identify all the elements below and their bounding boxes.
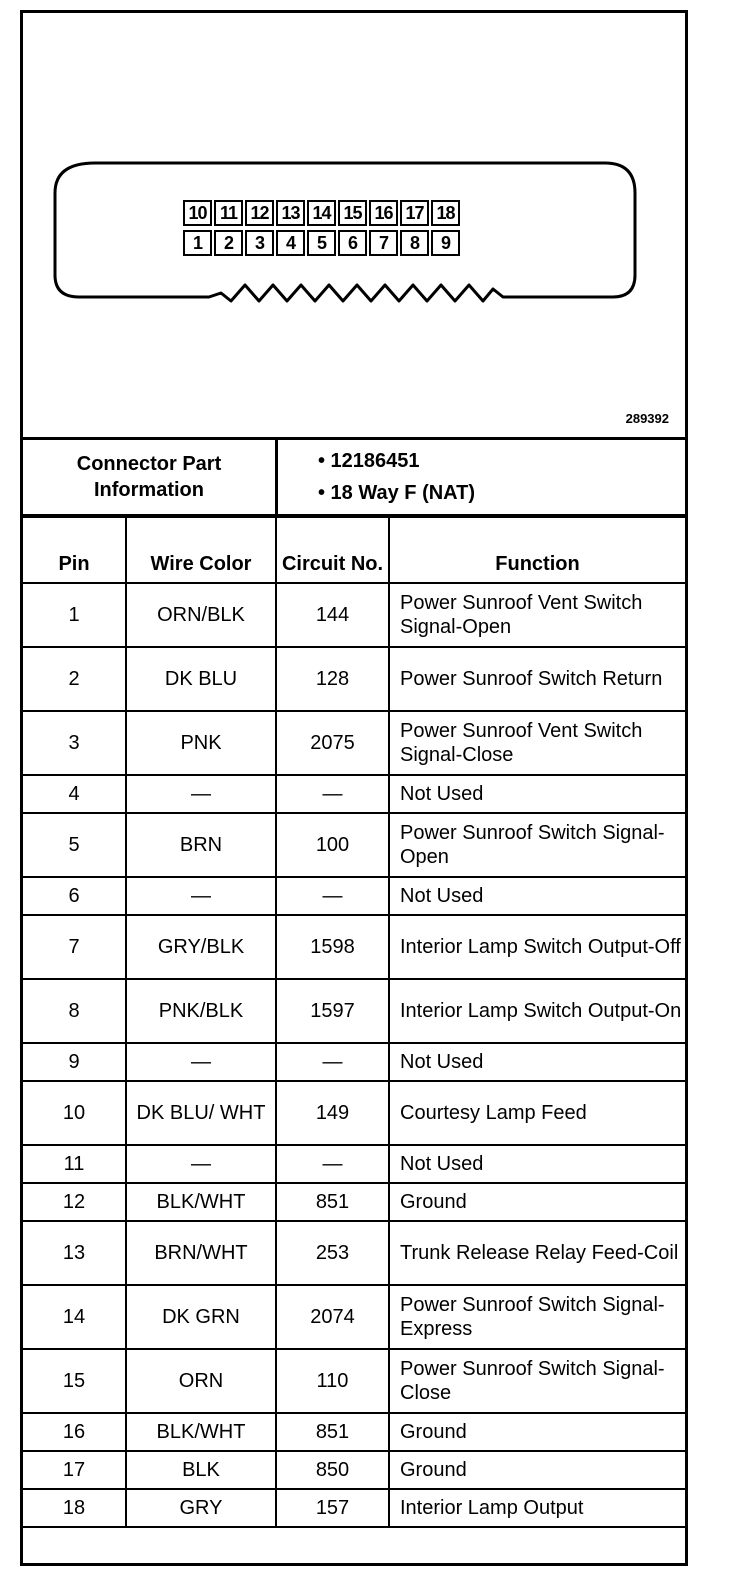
pin-cell: 3 [23,711,126,775]
connector-pin: 7 [369,230,398,256]
table-row [23,1451,685,1489]
function-cell: Power Sunroof Switch Signal-Close [389,1349,685,1413]
circuit-no-cell: 128 [276,647,389,711]
wire-color-cell: BRN/WHT [126,1221,276,1285]
table-row [23,1221,685,1285]
circuit-no-cell: — [276,1043,389,1081]
pin-cell: 11 [23,1145,126,1183]
circuit-no-cell: 253 [276,1221,389,1285]
pin-cell: 2 [23,647,126,711]
function-cell: Ground [389,1451,685,1489]
circuit-no-cell: 2075 [276,711,389,775]
pin-cell: 17 [23,1451,126,1489]
function-cell: Not Used [389,877,685,915]
table-row [23,979,685,1043]
table-row [23,877,685,915]
function-cell: Interior Lamp Switch Output-Off [389,915,685,979]
pin-cell: 6 [23,877,126,915]
function-cell: Interior Lamp Switch Output-On [389,979,685,1043]
table-row [23,1183,685,1221]
wire-color-cell: PNK [126,711,276,775]
connector-pin: 5 [307,230,336,256]
wire-color-cell: ORN [126,1349,276,1413]
header-function: Function [389,517,685,583]
connector-type: • 18 Way F (NAT) [318,482,476,504]
connector-pin: 18 [431,200,460,226]
pin-row-top [183,200,462,226]
table-row [23,711,685,775]
circuit-no-cell: 100 [276,813,389,877]
connector-pin: 6 [338,230,367,256]
circuit-no-cell: 851 [276,1183,389,1221]
pin-cell: 16 [23,1413,126,1451]
function-cell: Not Used [389,1043,685,1081]
part-info-label: Connector Part Information [23,440,278,514]
pin-layout [183,200,462,256]
circuit-no-cell: 1598 [276,915,389,979]
circuit-no-cell: 149 [276,1081,389,1145]
table-row [23,1413,685,1451]
circuit-no-cell: 157 [276,1489,389,1527]
table-row [23,583,685,647]
wire-color-cell: GRY/BLK [126,915,276,979]
pin-cell: 9 [23,1043,126,1081]
pin-cell: 5 [23,813,126,877]
connector-diagram [23,13,685,437]
table-row [23,775,685,813]
function-cell: Trunk Release Relay Feed-Coil [389,1221,685,1285]
wire-color-cell: — [126,775,276,813]
table-row [23,647,685,711]
wire-color-cell: — [126,877,276,915]
wire-color-cell: DK GRN [126,1285,276,1349]
circuit-no-cell: — [276,1145,389,1183]
connector-pin: 14 [307,200,336,226]
wire-color-cell: BRN [126,813,276,877]
header-pin: Pin [23,517,126,583]
connector-part-information [23,437,685,517]
connector-pin: 2 [214,230,243,256]
table-row [23,1349,685,1413]
connector-pin: 17 [400,200,429,226]
function-cell: Ground [389,1413,685,1451]
wire-color-cell: — [126,1145,276,1183]
table-row [23,1145,685,1183]
connector-pin: 12 [245,200,274,226]
table-row [23,1489,685,1527]
pin-cell: 15 [23,1349,126,1413]
wire-color-cell: DK BLU/ WHT [126,1081,276,1145]
connector-pin: 11 [214,200,243,226]
pinout-table [23,516,685,1528]
header-wire-color: Wire Color [126,517,276,583]
connector-sheet [20,10,688,1566]
pin-cell: 14 [23,1285,126,1349]
pin-cell: 10 [23,1081,126,1145]
function-cell: Power Sunroof Vent Switch Signal-Close [389,711,685,775]
pin-cell: 4 [23,775,126,813]
header-circuit-no: Circuit No. [276,517,389,583]
wire-color-cell: BLK [126,1451,276,1489]
connector-pin: 10 [183,200,212,226]
connector-pin: 9 [431,230,460,256]
function-cell: Ground [389,1183,685,1221]
connector-pin: 15 [338,200,367,226]
circuit-no-cell: — [276,877,389,915]
pin-cell: 18 [23,1489,126,1527]
circuit-no-cell: — [276,775,389,813]
function-cell: Power Sunroof Switch Signal-Open [389,813,685,877]
circuit-no-cell: 1597 [276,979,389,1043]
connector-pin: 13 [276,200,305,226]
function-cell: Interior Lamp Output [389,1489,685,1527]
part-info-values [278,440,685,514]
wire-color-cell: PNK/BLK [126,979,276,1043]
function-cell: Power Sunroof Switch Signal- Express [389,1285,685,1349]
function-cell: Power Sunroof Switch Return [389,647,685,711]
circuit-no-cell: 144 [276,583,389,647]
circuit-no-cell: 110 [276,1349,389,1413]
wire-color-cell: DK BLU [126,647,276,711]
circuit-no-cell: 2074 [276,1285,389,1349]
function-cell: Not Used [389,775,685,813]
connector-pin: 1 [183,230,212,256]
table-row [23,1043,685,1081]
connector-pin: 4 [276,230,305,256]
wire-color-cell: ORN/BLK [126,583,276,647]
pin-cell: 1 [23,583,126,647]
header-row [23,517,685,583]
table-row [23,1081,685,1145]
connector-pin: 8 [400,230,429,256]
pin-cell: 8 [23,979,126,1043]
table-row [23,1285,685,1349]
wire-color-cell: BLK/WHT [126,1183,276,1221]
part-number: • 12186451 [318,450,420,472]
function-cell: Power Sunroof Vent Switch Signal-Open [389,583,685,647]
table-row [23,813,685,877]
figure-number: 289392 [625,411,669,426]
connector-pin: 3 [245,230,274,256]
wire-color-cell: GRY [126,1489,276,1527]
pin-cell: 13 [23,1221,126,1285]
table-row [23,915,685,979]
function-cell: Courtesy Lamp Feed [389,1081,685,1145]
pin-cell: 7 [23,915,126,979]
wire-color-cell: BLK/WHT [126,1413,276,1451]
pin-row-bottom [183,230,462,256]
connector-pin: 16 [369,200,398,226]
wire-color-cell: — [126,1043,276,1081]
function-cell: Not Used [389,1145,685,1183]
circuit-no-cell: 851 [276,1413,389,1451]
circuit-no-cell: 850 [276,1451,389,1489]
pin-cell: 12 [23,1183,126,1221]
